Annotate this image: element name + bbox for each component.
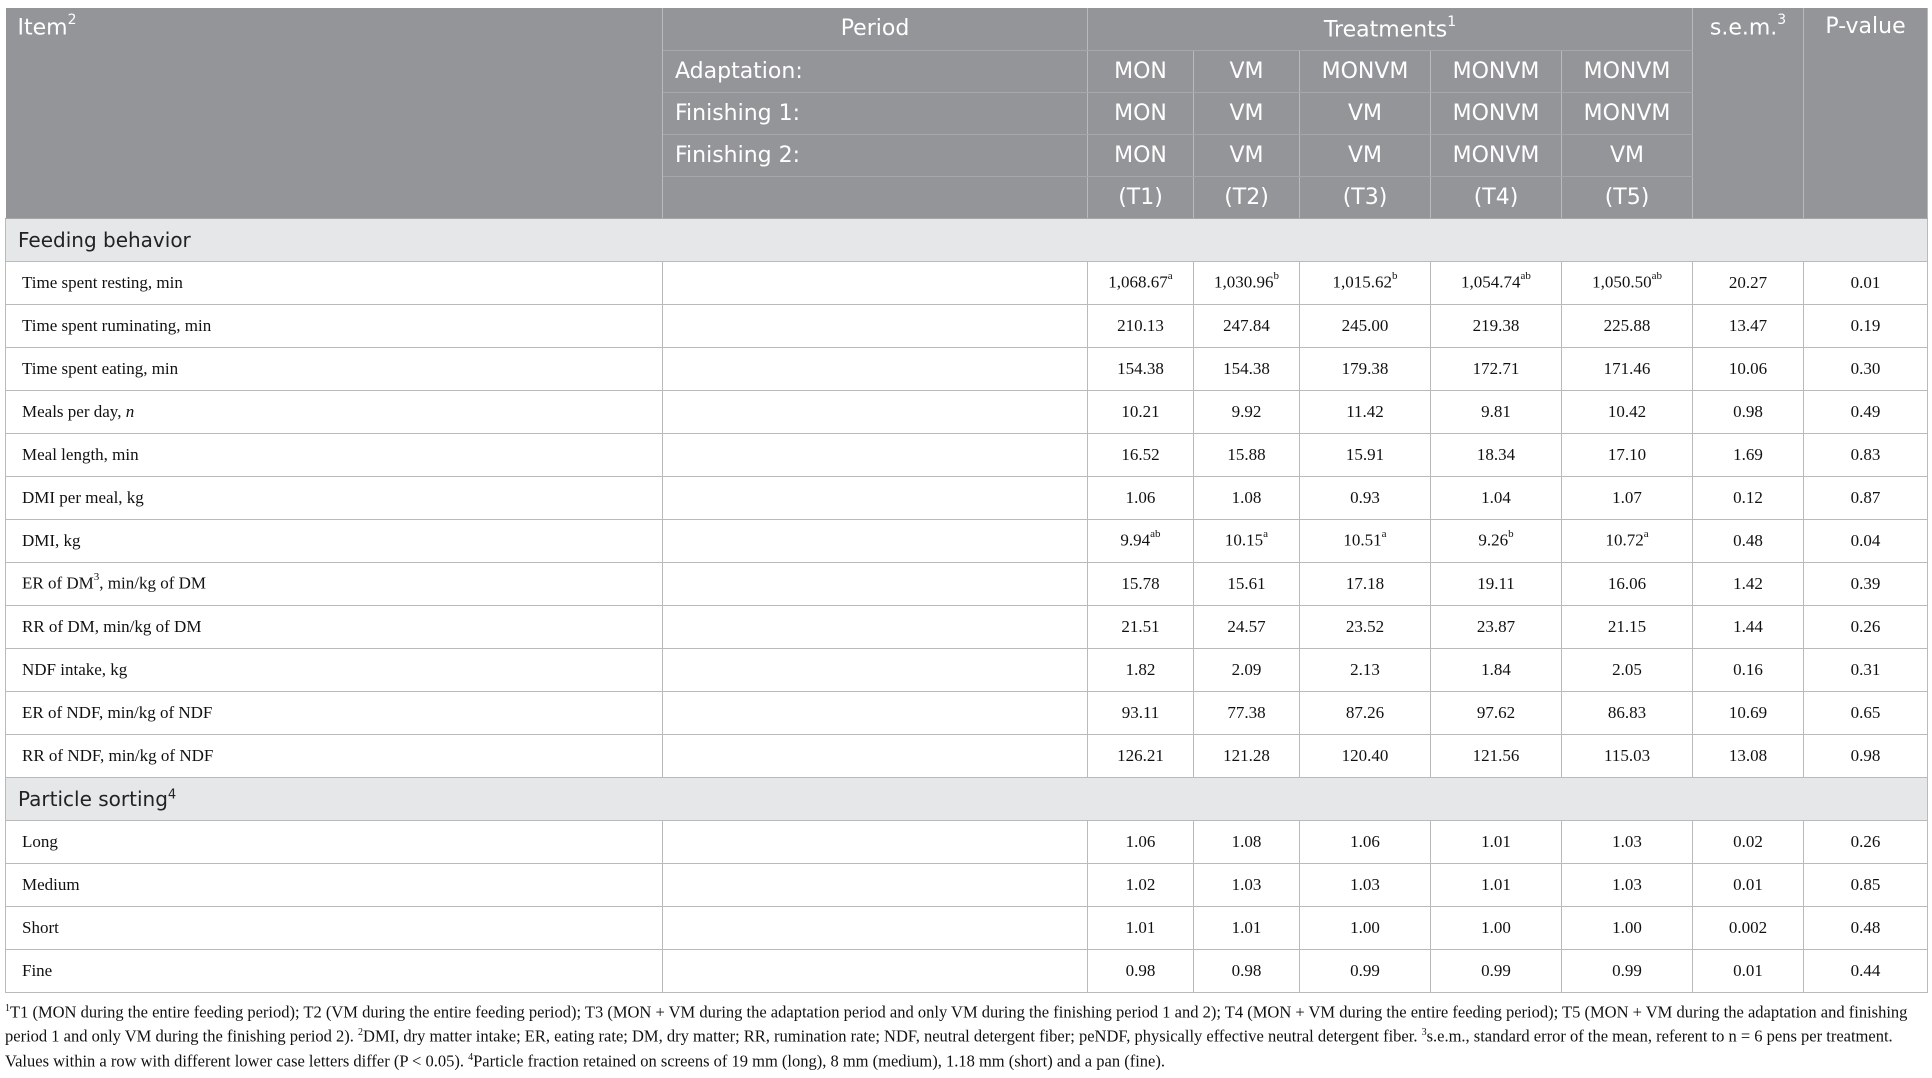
- treatment-value: 1.01: [1431, 863, 1562, 906]
- footnote-marker: 2: [358, 1027, 364, 1038]
- section-header-row: [6, 777, 1928, 820]
- treatment-value: 179.38: [1300, 347, 1431, 390]
- table-row: [6, 519, 1928, 562]
- treatment-label: (T1): [1088, 176, 1194, 218]
- table-row: [6, 949, 1928, 992]
- table-row: [6, 433, 1928, 476]
- sem-footnote-marker: 3: [1777, 12, 1787, 28]
- treatment-label: MONVM: [1431, 50, 1562, 92]
- period-column-header: Period: [663, 8, 1088, 50]
- period-cell: [663, 863, 1088, 906]
- table-header: [6, 8, 1928, 218]
- treatment-value: 1.02: [1088, 863, 1194, 906]
- treatment-value: 16.06: [1562, 562, 1693, 605]
- treatment-value: 18.34: [1431, 433, 1562, 476]
- footnotes: [5, 998, 1927, 1072]
- table-row: [6, 261, 1928, 304]
- treatment-value: 0.98: [1088, 949, 1194, 992]
- treatment-value: 1.00: [1562, 906, 1693, 949]
- pvalue-column-header: P-value: [1804, 8, 1928, 218]
- footnote-text: DMI, dry matter intake; ER, eating rate; DM, dry matter; RR, rumination rate; NDF, neutral detergent fiber; peNDF, physically effective neutral detergent fiber.: [363, 1026, 1422, 1046]
- period-label: Finishing 1:: [663, 92, 1088, 134]
- table-body: [6, 218, 1928, 992]
- pvalue: 0.31: [1804, 648, 1928, 691]
- period-cell: [663, 906, 1088, 949]
- significance-letter: a: [1263, 528, 1269, 541]
- table-row: [6, 476, 1928, 519]
- treatment-value: 21.51: [1088, 605, 1194, 648]
- sem-value: 0.02: [1693, 820, 1804, 863]
- treatment-value: 2.13: [1300, 648, 1431, 691]
- treatment-value: 1.06: [1088, 820, 1194, 863]
- pvalue: 0.30: [1804, 347, 1928, 390]
- significance-letter: ab: [1651, 270, 1662, 283]
- treatment-value: 23.52: [1300, 605, 1431, 648]
- treatment-value: 11.42: [1300, 390, 1431, 433]
- treatment-label: MON: [1088, 134, 1194, 176]
- treatment-value: 86.83: [1562, 691, 1693, 734]
- treatment-label: MON: [1088, 92, 1194, 134]
- treatment-value: 1.00: [1431, 906, 1562, 949]
- period-cell: [663, 605, 1088, 648]
- pvalue: 0.83: [1804, 433, 1928, 476]
- treatment-value: 154.38: [1088, 347, 1194, 390]
- period-cell: [663, 734, 1088, 777]
- period-cell: [663, 949, 1088, 992]
- treatment-value: 2.09: [1194, 648, 1300, 691]
- table-row: [6, 390, 1928, 433]
- footnote-marker: 1: [5, 1002, 10, 1014]
- treatment-value: 97.62: [1431, 691, 1562, 734]
- treatment-value: 115.03: [1562, 734, 1693, 777]
- treatment-label: VM: [1194, 50, 1300, 92]
- table-row: [6, 863, 1928, 906]
- significance-letter: ab: [1150, 528, 1161, 541]
- treatment-value: 225.88: [1562, 304, 1693, 347]
- treatment-value: 1,050.50$^{ab}$: [1562, 261, 1693, 304]
- treatment-value: 1.06: [1300, 820, 1431, 863]
- treatment-value: 87.26: [1300, 691, 1431, 734]
- significance-letter: b: [1273, 270, 1279, 283]
- pvalue: 0.65: [1804, 691, 1928, 734]
- treatment-label: VM: [1194, 134, 1300, 176]
- treatment-value: 0.99: [1300, 949, 1431, 992]
- treatment-value: 219.38: [1431, 304, 1562, 347]
- treatment-value: 16.52: [1088, 433, 1194, 476]
- treatment-value: 1.03: [1562, 863, 1693, 906]
- period-cell: [663, 261, 1088, 304]
- table-row: [6, 906, 1928, 949]
- treatment-value: 1.08: [1194, 820, 1300, 863]
- footnote-marker: 4: [468, 1051, 474, 1063]
- treatment-value: 1.01: [1088, 906, 1194, 949]
- treatment-value: 0.93: [1300, 476, 1431, 519]
- treatment-label: VM: [1562, 134, 1693, 176]
- sem-value: 1.69: [1693, 433, 1804, 476]
- treatment-value: 10.15$^a$: [1194, 519, 1300, 562]
- row-item-label: RR of DM, min/kg of DM: [6, 605, 663, 648]
- sem-value: 20.27: [1693, 261, 1804, 304]
- pvalue: 0.26: [1804, 820, 1928, 863]
- row-item-label: Time spent eating, min: [6, 347, 663, 390]
- sem-column-header: s.e.m.$^3$: [1693, 8, 1804, 218]
- treatment-label: (T4): [1431, 176, 1562, 218]
- period-label: Adaptation:: [663, 50, 1088, 92]
- sem-value: 0.01: [1693, 949, 1804, 992]
- treatment-value: 10.21: [1088, 390, 1194, 433]
- treatment-value: 1.03: [1300, 863, 1431, 906]
- row-item-label: NDF intake, kg: [6, 648, 663, 691]
- significance-letter: b: [1508, 528, 1514, 541]
- significance-letter: a: [1167, 270, 1173, 283]
- treatment-value: 17.10: [1562, 433, 1693, 476]
- item-column-header: Item$^2$: [6, 8, 663, 218]
- significance-letter: a: [1643, 528, 1649, 541]
- item-footnote-marker: 3: [93, 571, 100, 584]
- treatment-value: 21.15: [1562, 605, 1693, 648]
- table-row: [6, 562, 1928, 605]
- treatment-label: VM: [1300, 92, 1431, 134]
- treatment-value: 121.56: [1431, 734, 1562, 777]
- row-item-label: Fine: [6, 949, 663, 992]
- treatment-value: 1,015.62$^b$: [1300, 261, 1431, 304]
- pvalue: 0.19: [1804, 304, 1928, 347]
- treatment-label: MON: [1088, 50, 1194, 92]
- treatment-value: 1.03: [1194, 863, 1300, 906]
- row-item-label: RR of NDF, min/kg of NDF: [6, 734, 663, 777]
- treatment-value: 15.91: [1300, 433, 1431, 476]
- table-row: [6, 648, 1928, 691]
- treatment-value: 10.72$^a$: [1562, 519, 1693, 562]
- treatment-value: 9.26$^b$: [1431, 519, 1562, 562]
- treatment-value: 17.18: [1300, 562, 1431, 605]
- treatment-value: 1.82: [1088, 648, 1194, 691]
- footnote-text: T1 (MON during the entire feeding period); T2 (VM during the entire feeding period); T3 (MON + VM during the adaptation period and only VM during the finishing period 1 and 2); T4 (MON + VM during the entire feeding period); T5 (MON + VM during the adaptation and finishing period 1 and only VM during the finishing period 2).: [5, 1002, 1908, 1046]
- treatment-value: 1.00: [1300, 906, 1431, 949]
- table-row: [6, 691, 1928, 734]
- sem-value: 0.98: [1693, 390, 1804, 433]
- treatment-value: 9.94$^{ab}$: [1088, 519, 1194, 562]
- row-item-label: Meals per day, n: [6, 390, 663, 433]
- pvalue: 0.87: [1804, 476, 1928, 519]
- period-cell: [663, 476, 1088, 519]
- sem-value: 0.002: [1693, 906, 1804, 949]
- item-italic: n: [125, 401, 135, 421]
- treatment-value: 1.01: [1194, 906, 1300, 949]
- treatment-value: 171.46: [1562, 347, 1693, 390]
- pvalue: 0.85: [1804, 863, 1928, 906]
- row-item-label: Long: [6, 820, 663, 863]
- treatment-value: 247.84: [1194, 304, 1300, 347]
- sem-value: 0.16: [1693, 648, 1804, 691]
- treatment-value: 1.01: [1431, 820, 1562, 863]
- treatment-label: (T3): [1300, 176, 1431, 218]
- pvalue: 0.48: [1804, 906, 1928, 949]
- treatment-value: 1.08: [1194, 476, 1300, 519]
- treatment-value: 15.78: [1088, 562, 1194, 605]
- treatment-value: 10.42: [1562, 390, 1693, 433]
- treatment-value: 15.88: [1194, 433, 1300, 476]
- treatment-value: 210.13: [1088, 304, 1194, 347]
- footnote-text: s.e.m., standard error of the mean, referent to n = 6 pens per treatment. Values within a row with different lower case letters differ (P < 0.05).: [5, 1026, 1893, 1070]
- header-row-top: [6, 8, 1928, 50]
- treatment-label: MONVM: [1431, 134, 1562, 176]
- treatment-value: 245.00: [1300, 304, 1431, 347]
- table-row: [6, 347, 1928, 390]
- period-cell: [663, 347, 1088, 390]
- period-cell: [663, 433, 1088, 476]
- treatment-value: 0.99: [1431, 949, 1562, 992]
- section-footnote-marker: 4: [167, 786, 177, 802]
- table-row: [6, 605, 1928, 648]
- treatment-value: 1,030.96$^b$: [1194, 261, 1300, 304]
- treatment-value: 1.06: [1088, 476, 1194, 519]
- treatment-value: 121.28: [1194, 734, 1300, 777]
- section-header-row: [6, 218, 1928, 261]
- treatment-label: MONVM: [1562, 92, 1693, 134]
- sem-value: 0.48: [1693, 519, 1804, 562]
- row-item-label: Medium: [6, 863, 663, 906]
- row-item-label: Meal length, min: [6, 433, 663, 476]
- table-row: [6, 304, 1928, 347]
- treatment-value: 0.98: [1194, 949, 1300, 992]
- treatments-column-header: Treatments$^1$: [1088, 8, 1693, 50]
- treatment-value: 1.04: [1431, 476, 1562, 519]
- significance-letter: a: [1381, 528, 1387, 541]
- treatment-label: VM: [1194, 92, 1300, 134]
- period-cell: [663, 390, 1088, 433]
- treatment-value: 15.61: [1194, 562, 1300, 605]
- treatment-label: (T5): [1562, 176, 1693, 218]
- period-cell: [663, 648, 1088, 691]
- treatment-value: 2.05: [1562, 648, 1693, 691]
- sem-value: 10.06: [1693, 347, 1804, 390]
- treatment-value: 120.40: [1300, 734, 1431, 777]
- pvalue: 0.04: [1804, 519, 1928, 562]
- treatment-value: 1,068.67$^a$: [1088, 261, 1194, 304]
- table-wrapper: [5, 8, 1927, 1071]
- treatment-value: 19.11: [1431, 562, 1562, 605]
- treatment-value: 126.21: [1088, 734, 1194, 777]
- row-item-label: Time spent ruminating, min: [6, 304, 663, 347]
- treatment-value: 93.11: [1088, 691, 1194, 734]
- table-row: [6, 734, 1928, 777]
- sem-value: 0.01: [1693, 863, 1804, 906]
- sem-value: 1.44: [1693, 605, 1804, 648]
- treatment-value: 23.87: [1431, 605, 1562, 648]
- treatment-value: 1.03: [1562, 820, 1693, 863]
- pvalue: 0.39: [1804, 562, 1928, 605]
- treatment-label: VM: [1300, 134, 1431, 176]
- treatment-value: 9.81: [1431, 390, 1562, 433]
- period-label: [663, 176, 1088, 218]
- period-cell: [663, 304, 1088, 347]
- treatment-value: 24.57: [1194, 605, 1300, 648]
- sem-value: 10.69: [1693, 691, 1804, 734]
- table-row: [6, 820, 1928, 863]
- pvalue: 0.01: [1804, 261, 1928, 304]
- treatment-value: 1.84: [1431, 648, 1562, 691]
- pvalue: 0.44: [1804, 949, 1928, 992]
- significance-letter: ab: [1520, 270, 1531, 283]
- section-title: Feeding behavior: [6, 218, 1928, 261]
- sem-value: 0.12: [1693, 476, 1804, 519]
- row-item-label: ER of NDF, min/kg of NDF: [6, 691, 663, 734]
- treatment-label: MONVM: [1431, 92, 1562, 134]
- item-footnote-marker: 2: [67, 12, 77, 28]
- row-item-label: Short: [6, 906, 663, 949]
- treatment-label: MONVM: [1562, 50, 1693, 92]
- section-title: Particle sorting$^4$: [6, 777, 1928, 820]
- row-item-label: DMI per meal, kg: [6, 476, 663, 519]
- significance-letter: b: [1392, 270, 1398, 283]
- sem-value: 1.42: [1693, 562, 1804, 605]
- treatment-label: MONVM: [1300, 50, 1431, 92]
- treatment-value: 172.71: [1431, 347, 1562, 390]
- period-label: Finishing 2:: [663, 134, 1088, 176]
- treatments-footnote-marker: 1: [1447, 13, 1457, 30]
- row-item-label: Time spent resting, min: [6, 261, 663, 304]
- footnote-text: Particle fraction retained on screens of 19 mm (long), 8 mm (medium), 1.18 mm (short) and a pan (fine).: [473, 1051, 1165, 1070]
- pvalue: 0.49: [1804, 390, 1928, 433]
- treatment-value: 1,054.74$^{ab}$: [1431, 261, 1562, 304]
- row-item-label: ER of $DM^3$, min/kg of DM: [6, 562, 663, 605]
- results-table: [5, 8, 1928, 993]
- period-cell: [663, 519, 1088, 562]
- sem-value: 13.47: [1693, 304, 1804, 347]
- period-cell: [663, 691, 1088, 734]
- treatment-label: (T2): [1194, 176, 1300, 218]
- footnote-marker: 3: [1421, 1027, 1427, 1038]
- treatment-value: 1.07: [1562, 476, 1693, 519]
- pvalue: 0.26: [1804, 605, 1928, 648]
- treatment-value: 154.38: [1194, 347, 1300, 390]
- treatment-value: 9.92: [1194, 390, 1300, 433]
- treatment-value: 0.99: [1562, 949, 1693, 992]
- treatment-value: 10.51$^a$: [1300, 519, 1431, 562]
- pvalue: 0.98: [1804, 734, 1928, 777]
- sem-value: 13.08: [1693, 734, 1804, 777]
- row-item-label: DMI, kg: [6, 519, 663, 562]
- period-cell: [663, 562, 1088, 605]
- period-cell: [663, 820, 1088, 863]
- treatment-value: 77.38: [1194, 691, 1300, 734]
